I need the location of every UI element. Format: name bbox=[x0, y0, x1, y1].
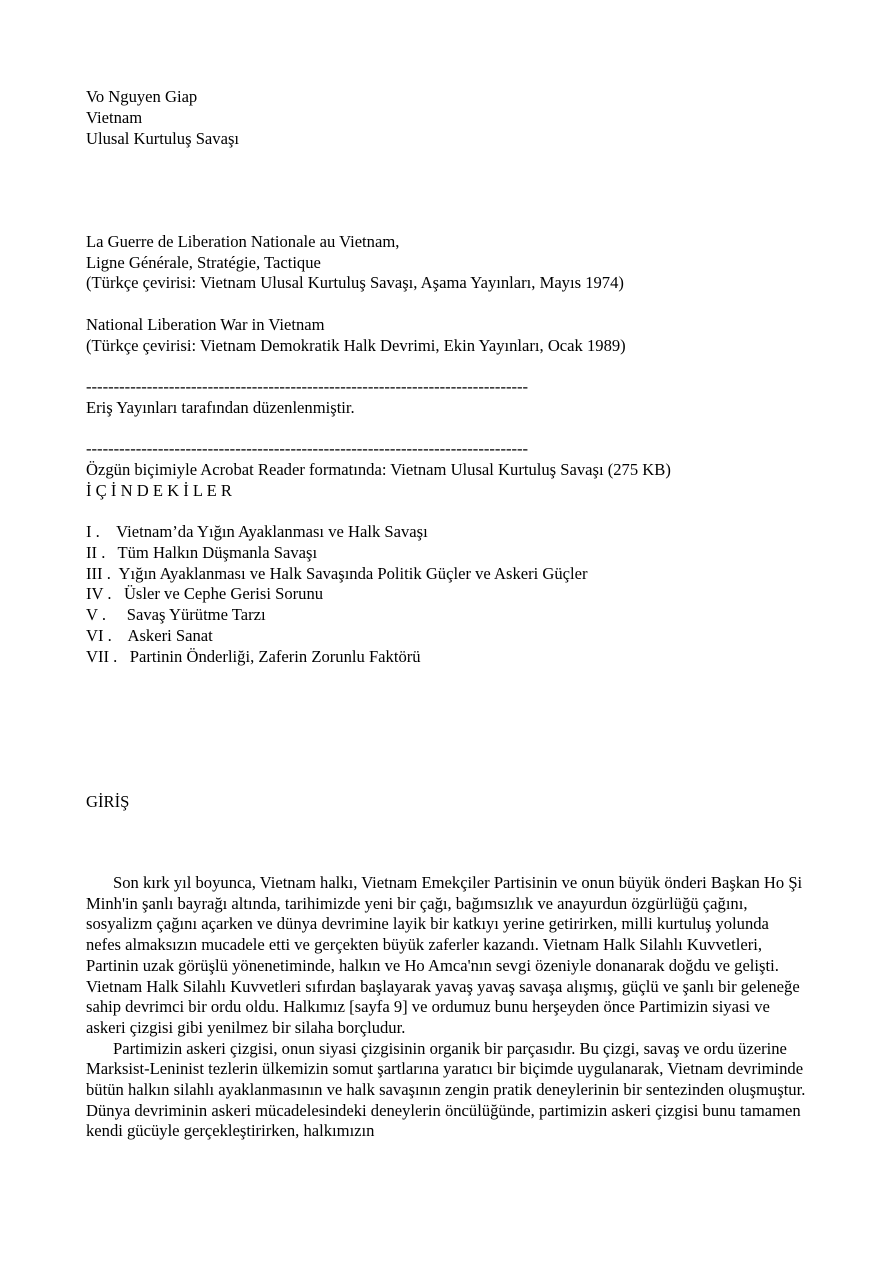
intro-heading: GİRİŞ bbox=[86, 792, 130, 811]
toc-item[interactable]: I . Vietnam’da Yığın Ayaklanması ve Halk Savaşı bbox=[86, 522, 428, 541]
french-title-line-2: Ligne Générale, Stratégie, Tactique bbox=[86, 253, 321, 272]
author-name: Vo Nguyen Giap bbox=[86, 87, 198, 106]
french-translation-note: (Türkçe çevirisi: Vietnam Ulusal Kurtuluş Savaşı, Aşama Yayınları, Mayıs 1974) bbox=[86, 273, 624, 292]
document-title: Ulusal Kurtuluş Savaşı bbox=[86, 129, 240, 148]
toc-item[interactable]: V . Savaş Yürütme Tarzı bbox=[86, 605, 266, 624]
english-translation-note: (Türkçe çevirisi: Vietnam Demokratik Halk Devrimi, Ekin Yayınları, Ocak 1989) bbox=[86, 336, 626, 355]
intro-paragraph: Partimizin askeri çizgisi, onun siyasi çizgisinin organik bir parçasıdır. Bu çizgi, savaş ve ordu üzerine Marksist-Leninist tezlerin ülkemizin somut şartlarına yaratıcı bir biçimde uygulanarak, Vietnam devriminde bütün halkın silahlı ayaklanmasının ve halk savaşının zengin pratik deneylerinin bir sentezinden oluşmuştur. Dünya devriminin askeri mücadelesindeki deneylerin öncülüğünde, partimizin askeri çizgisi bunu tamamen kendi gücüyle gerçekleştirirken, halkımızın bbox=[86, 1038, 806, 1141]
toc-item[interactable]: VII . Partinin Önderliği, Zaferin Zorunlu Faktörü bbox=[86, 647, 421, 666]
english-title: National Liberation War in Vietnam bbox=[86, 315, 325, 334]
toc-item[interactable]: III . Yığın Ayaklanması ve Halk Savaşında Politik Güçler ve Askeri Güçler bbox=[86, 564, 588, 583]
download-link[interactable]: Özgün biçimiyle Acrobat Reader formatında: Vietnam Ulusal Kurtuluş Savaşı (275 KB) bbox=[86, 460, 671, 479]
editor-note: Eriş Yayınları tarafından düzenlenmiştir. bbox=[86, 398, 355, 417]
toc-heading: İ Ç İ N D E K İ L E R bbox=[86, 481, 232, 500]
toc-item[interactable]: II . Tüm Halkın Düşmanla Savaşı bbox=[86, 543, 318, 562]
toc-item[interactable]: VI . Askeri Sanat bbox=[86, 626, 213, 645]
separator-line: -------------------------------------------------------------------------------- bbox=[86, 377, 529, 396]
intro-paragraph: Son kırk yıl boyunca, Vietnam halkı, Vietnam Emekçiler Partisinin ve onun büyük önderi Başkan Ho Şi Minh'in şanlı bayrağı altında, tarihimizde yeni bir çağı, bağımsızlık ve anayurdun özgürlüğü çağını, sosyalizm çağını açarken ve dünya devrimine layik bir katkıyı yerine getirirken, milli kurtuluş yolunda nefes almaksızın mucadele etti ve gerçekten büyük zaferler kazandı. Vietnam Halk Silahlı Kuvvetleri, Partinin uzak görüşlü yönenetiminde, halkın ve Ho Amca'nın sevgi özeniyle donanarak doğdu ve gelişti. Vietnam Halk Silahlı Kuvvetleri sıfırdan başlayarak yavaş yavaş savaşa alışmış, güçlü ve şanlı bir geleneğe sahip devrimci bir ordu oldu. Halkımız [sayfa 9] ve ordumuz bunu herşeyden önce Partimizin siyasi ve askeri çizgisi gibi yenilmez bir silaha borçludur. bbox=[86, 873, 803, 1037]
intro-body bbox=[86, 873, 808, 1142]
separator-line: -------------------------------------------------------------------------------- bbox=[86, 439, 529, 458]
french-title-line-1: La Guerre de Liberation Nationale au Vietnam, bbox=[86, 232, 400, 251]
toc-item[interactable]: IV . Üsler ve Cephe Gerisi Sorunu bbox=[86, 584, 324, 603]
country-name: Vietnam bbox=[86, 108, 143, 127]
